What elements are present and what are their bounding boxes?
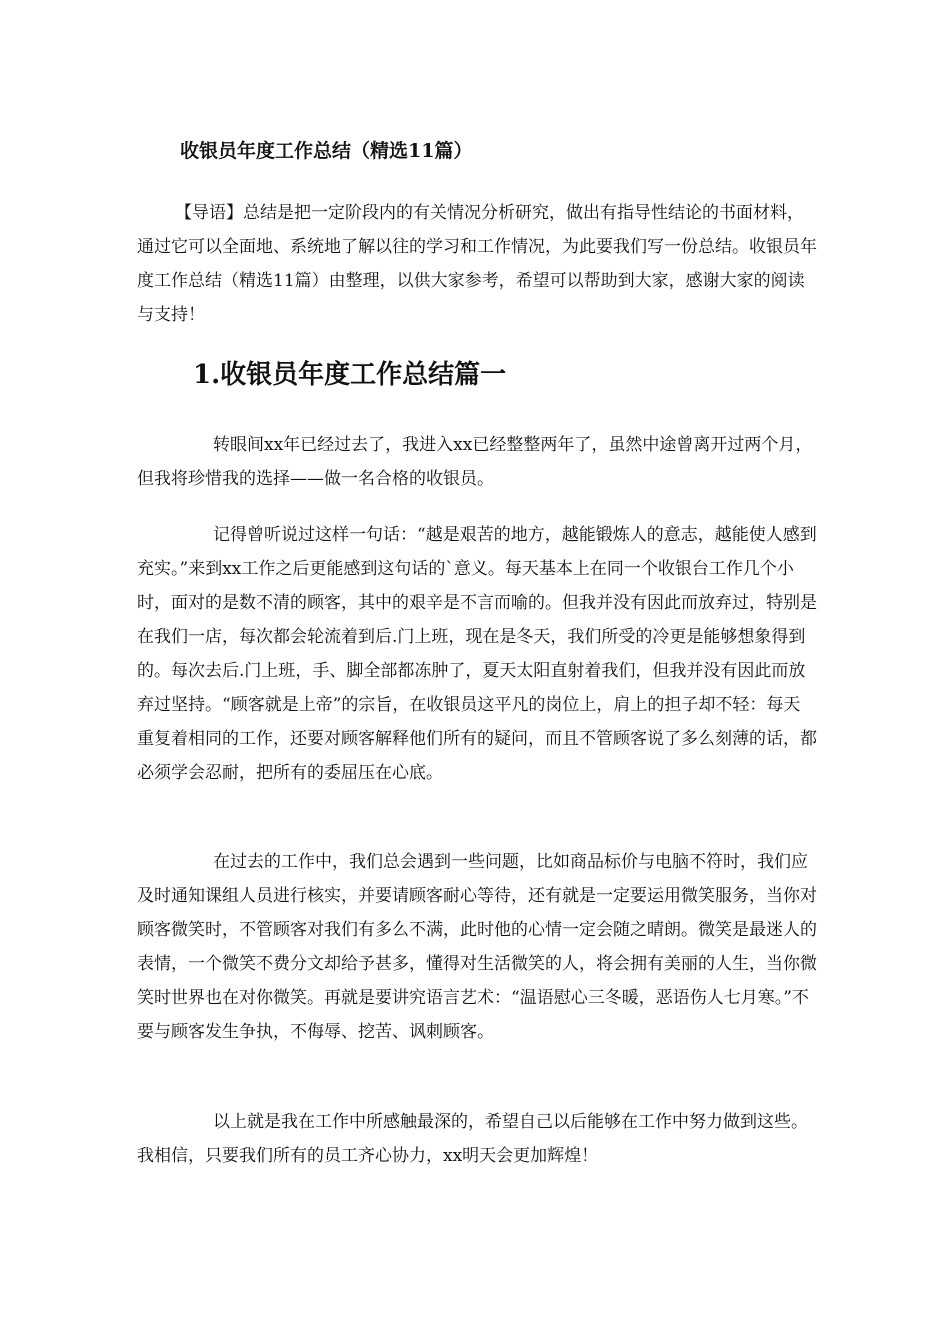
intro-paragraph: 【导语】总结是把一定阶段内的有关情况分析研究，做出有指导性结论的书面材料，通过它可以全面地、系统地了解以往的学习和工作情况，为此要我们写一份总结。收银员年度工作总结（精选11篇）由整理，以供大家参考，希望可以帮助到大家，感谢大家的阅读与支持！ — [137, 203, 817, 325]
body-paragraph-2: 记得曾听说过这样一句话：“越是艰苦的地方，越能锻炼人的意志，越能使人感到充实。”来到xx工作之后更能感到这句话的`意义。每天基本上在同一个收银台工作几个小时，面对的是数不清的顾客，其中的艰辛是不言而喻的。但我并没有因此而放弃过，特别是在我们一店，每次都会轮流着到后.门上班，现在是冬天，我们所受的冷更是能够想象得到的。每次去后.门上班，手、脚全部都冻肿了，夏天太阳直射着我们，但我并没有因此而放弃过坚持。“顾客就是上帝”的宗旨，在收银员这平凡的岗位上，肩上的担子却不轻：每天重复着相同的工作，还要对顾客解释他们所有的疑问，而且不管顾客说了多么刻薄的话，都必须学会忍耐，把所有的委屈压在心底。 — [137, 525, 817, 783]
document-title: 收银员年度工作总结（精选11篇） — [180, 140, 473, 162]
body-paragraph-4: 以上就是我在工作中所感触最深的，希望自己以后能够在工作中努力做到这些。我相信，只要我们所有的员工齐心协力，xx明天会更加辉煌！ — [137, 1112, 808, 1166]
body-paragraph-1: 转眼间xx年已经过去了，我进入xx已经整整两年了，虽然中途曾离开过两个月，但我将珍惜我的选择——做一名合格的收银员。 — [137, 435, 813, 489]
section-heading: 1.收银员年度工作总结篇一 — [193, 360, 507, 390]
body-paragraph-3: 在过去的工作中，我们总会遇到一些问题，比如商品标价与电脑不符时，我们应及时通知课组人员进行核实，并要请顾客耐心等待，还有就是一定要运用微笑服务，当你对顾客微笑时，不管顾客对我们有多么不满，此时他的心情一定会随之晴朗。微笑是最迷人的表情，一个微笑不费分文却给予甚多，懂得对生活微笑的人，将会拥有美丽的人生，当你微笑时世界也在对你微笑。再就是要讲究语言艺术：“温语慰心三冬暖，恶语伤人七月寒。”不要与顾客发生争执，不侮辱、挖苦、讽刺顾客。 — [137, 852, 817, 1042]
